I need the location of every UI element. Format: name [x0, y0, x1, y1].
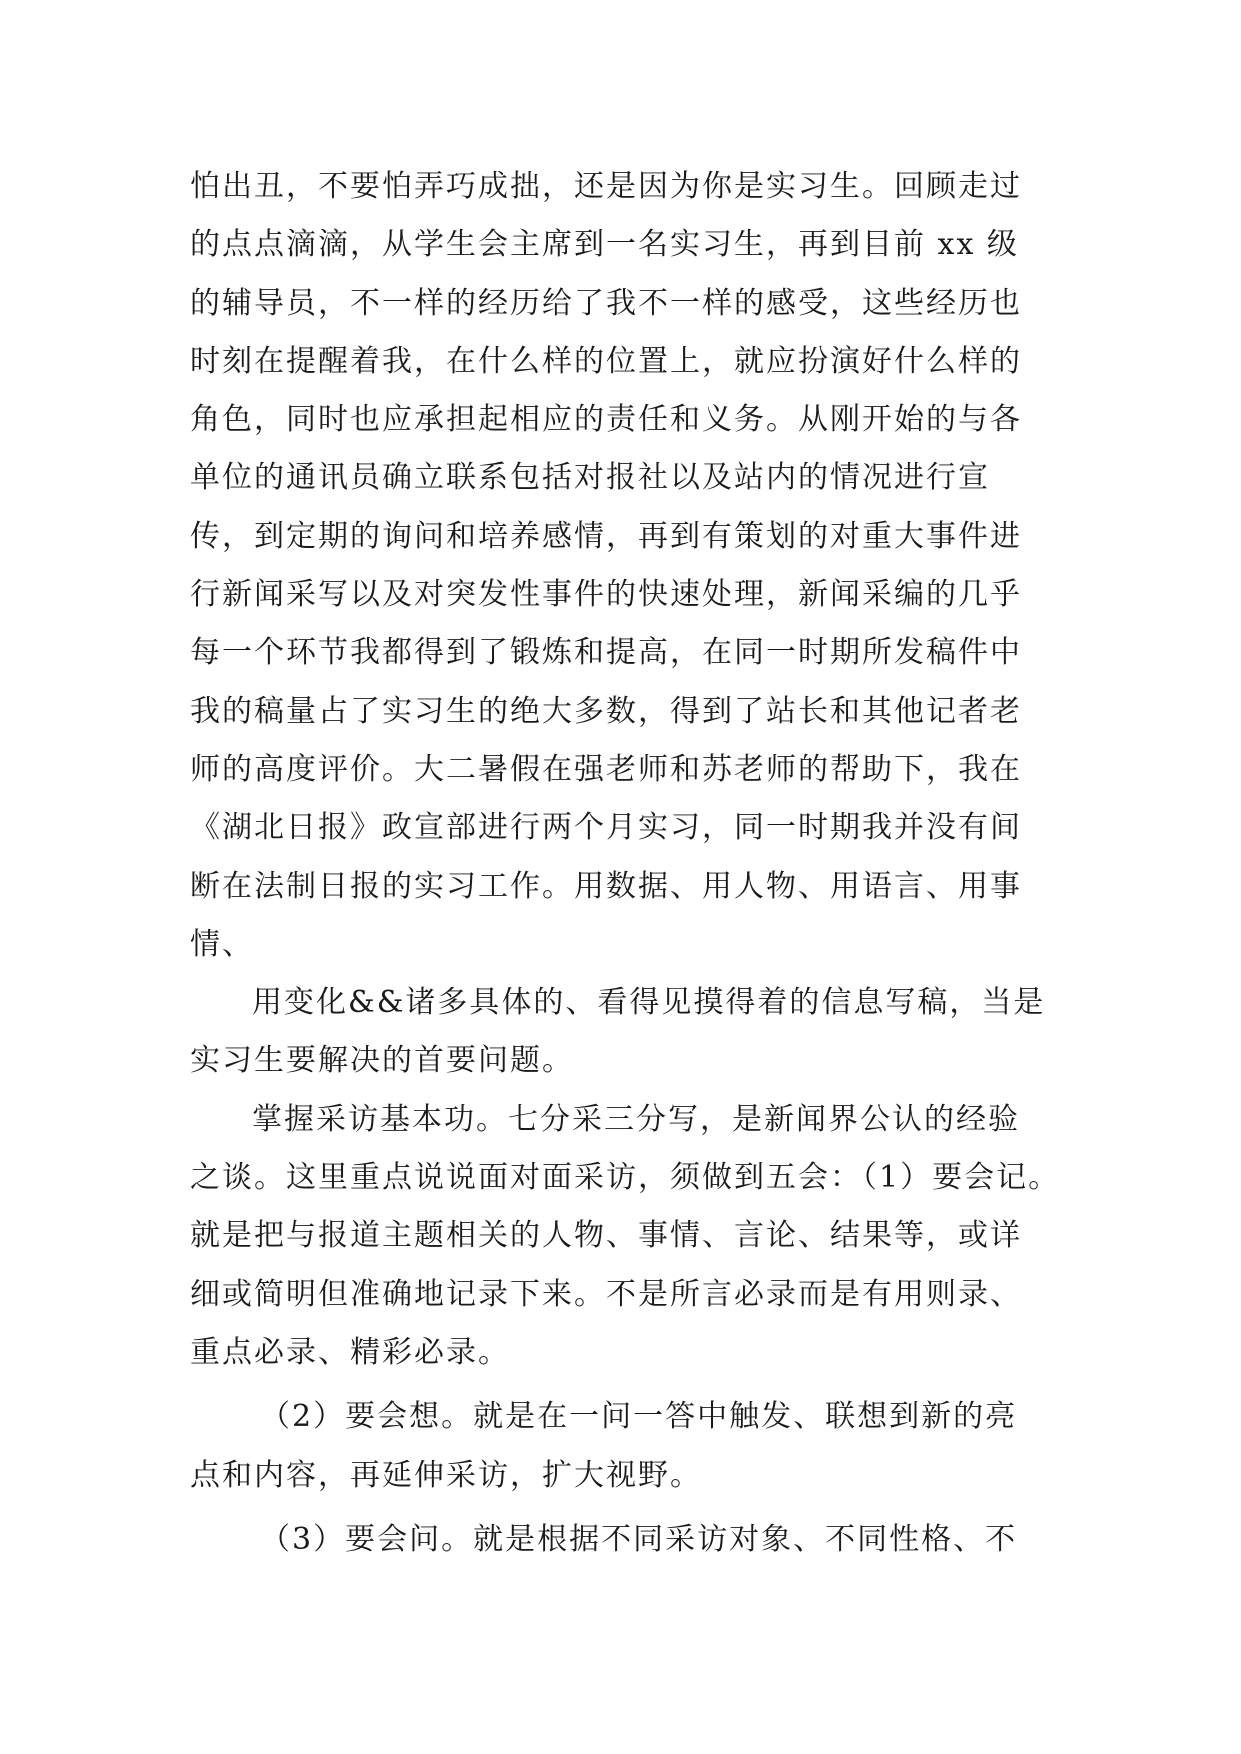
text-line: 断在法制日报的实习工作。用数据、用人物、用语言、用事: [190, 868, 1022, 904]
text-line: 的点点滴滴，从学生会主席到一名实习生，再到目前 xx 级: [190, 227, 1019, 263]
text-line: 就是把与报道主题相关的人物、事情、言论、结果等，或详: [190, 1218, 1022, 1254]
paragraph-first-line: 掌握采访基本功。七分采三分写，是新闻界公认的经验: [252, 1101, 1020, 1137]
text-line: 细或简明但准确地记录下来。不是所言必录而是有用则录、: [190, 1276, 1022, 1312]
text-line: 时刻在提醒着我，在什么样的位置上，就应扮演好什么样的: [190, 343, 1022, 379]
text-line: 实习生要解决的首要问题。: [190, 1043, 574, 1079]
text-line: 行新闻采写以及对突发性事件的快速处理，新闻采编的几乎: [190, 577, 1022, 613]
text-line: 师的高度评价。大二暑假在强老师和苏老师的帮助下，我在: [190, 751, 1022, 787]
text-line: 传，到定期的询问和培养感情，再到有策划的对重大事件进: [190, 518, 1022, 554]
text-line: 《湖北日报》政宣部进行两个月实习，同一时期我并没有间: [190, 810, 1022, 846]
text-line: 角色，同时也应承担起相应的责任和义务。从刚开始的与各: [190, 402, 1022, 438]
paragraph-first-line: 用变化&&诸多具体的、看得见摸得着的信息写稿，当是: [252, 985, 1046, 1021]
text-line: 情、: [190, 926, 254, 962]
text-line: 单位的通讯员确立联系包括对报社以及站内的情况进行宣: [190, 460, 990, 496]
text-line: 的辅导员，不一样的经历给了我不一样的感受，这些经历也: [190, 285, 1022, 321]
text-line: 怕出丑，不要怕弄巧成拙，还是因为你是实习生。回顾走过: [190, 169, 1022, 204]
text-line: 之谈。这里重点说说面对面采访，须做到五会：（1）要会记。: [190, 1160, 1061, 1196]
text-line: 我的稿量占了实习生的绝大多数，得到了站长和其他记者老: [190, 693, 1022, 729]
text-line: 每一个环节我都得到了锻炼和提高，在同一时期所发稿件中: [190, 635, 1022, 671]
body-text: [190, 158, 1070, 1569]
paragraph-first-line: （2）要会想。就是在一问一答中触发、联想到新的亮: [260, 1399, 1018, 1435]
text-line: 重点必录、精彩必录。: [190, 1334, 510, 1370]
paragraph-first-line: （3）要会问。就是根据不同采访对象、不同性格、不: [260, 1521, 1018, 1557]
text-line: 点和内容，再延伸采访，扩大视野。: [190, 1457, 702, 1493]
